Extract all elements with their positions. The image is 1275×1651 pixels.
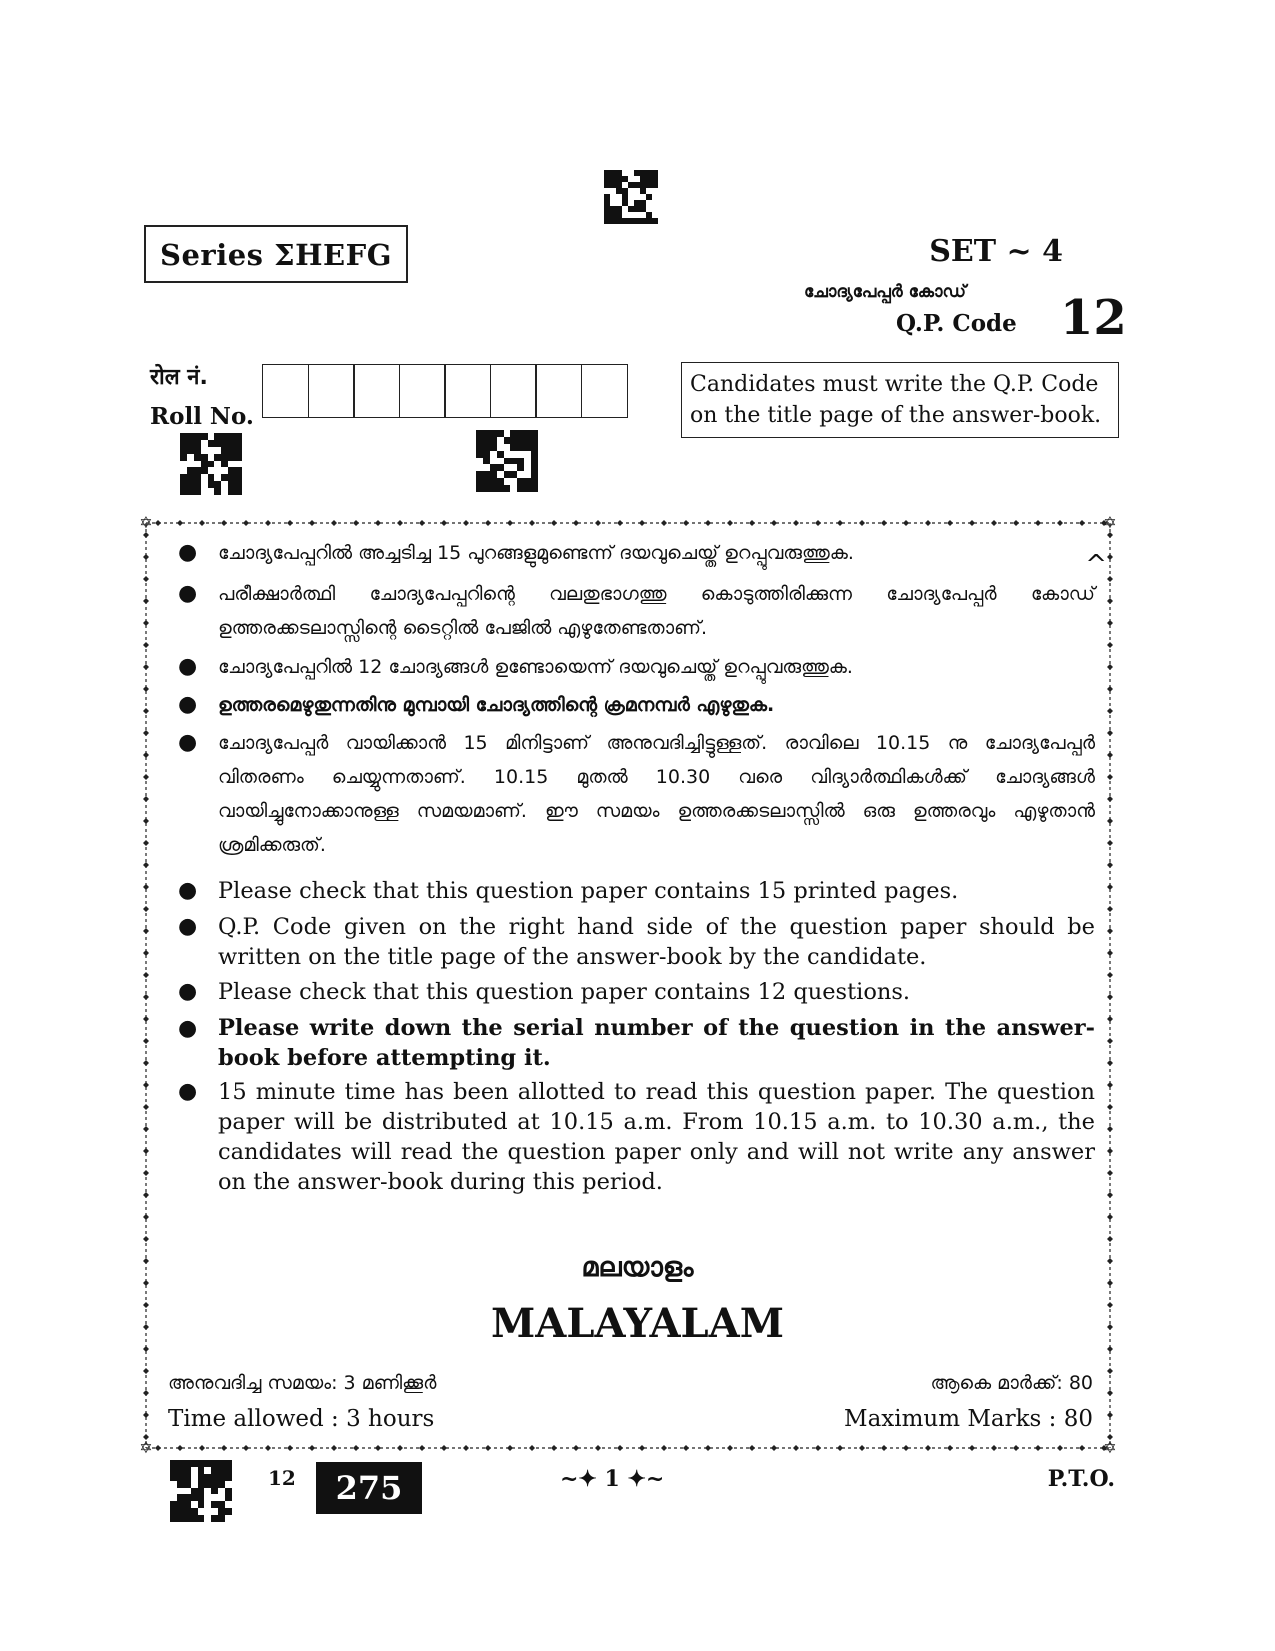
bullet-icon: ● bbox=[178, 1015, 198, 1041]
svg-text:✡: ✡ bbox=[1103, 1438, 1117, 1456]
roll-label: Roll No. bbox=[150, 403, 254, 430]
svg-text:✡: ✡ bbox=[139, 1438, 153, 1456]
roll-digit-box[interactable] bbox=[490, 364, 537, 418]
bullet-icon: ● bbox=[178, 730, 198, 755]
footer-code: 12 bbox=[268, 1466, 296, 1490]
set-label: SET ~ 4 bbox=[929, 234, 1063, 269]
qr-code-top bbox=[604, 170, 658, 224]
svg-text:✡: ✡ bbox=[1103, 515, 1117, 532]
series-label: Series ΣHEFG bbox=[144, 225, 408, 283]
subject-title: MALAYALAM bbox=[491, 1300, 784, 1347]
bullet-icon: ● bbox=[178, 654, 198, 679]
ornament-right-icon: ✦~ bbox=[619, 1466, 665, 1492]
ornament-left-icon: ~✦ bbox=[560, 1466, 605, 1492]
roll-label-hindi: रोल नं. bbox=[150, 365, 208, 390]
bullet-icon: ● bbox=[178, 979, 198, 1004]
instruction-en-3: ● Please check that this question paper contains 12 questions. bbox=[170, 977, 1095, 1007]
roll-digit-box[interactable] bbox=[308, 364, 355, 418]
time-allowed: Time allowed : 3 hours bbox=[168, 1406, 435, 1432]
pto-label: P.T.O. bbox=[1047, 1466, 1115, 1492]
instruction-en-5: ● 15 minute time has been allotted to read this question paper. The question paper will be distributed at 10.15 a.m. From 10.15 a.m. to 10.30 a.m., the candidates will read the question paper only and will not write any answer on the answer-book during this period. bbox=[170, 1077, 1095, 1197]
instruction-ml-4: ● ഉത്തരമെഴുതുന്നതിനു മുമ്പായി ചോദ്യത്തിന്റെ ക്രമനമ്പർ എഴുതുക. bbox=[170, 688, 1095, 722]
instruction-ml-5: ● ചോദ്യപേപ്പർ വായിക്കാൻ 15 മിനിട്ടാണ് അനുവദിച്ചിട്ടുള്ളത്. രാവിലെ 10.15 നു ചോദ്യപേപ്പർ വിതരണം ചെയ്യുന്നതാണ്. 10.15 മുതൽ 10.30 വരെ വിദ്യാർത്ഥികൾക്ക് ചോദ്യങ്ങൾ വായിച്ചുനോക്കാനുള്ള സമയമാണ്. ഈ സമയം ഉത്തരക്കടലാസ്സിൽ ഒരു ഉത്തരവും എഴുതാൻ ശ്രമിക്കരുത്. bbox=[170, 726, 1095, 862]
roll-digit-box[interactable] bbox=[581, 364, 628, 418]
roll-digit-box[interactable] bbox=[262, 364, 309, 418]
roll-digit-box[interactable] bbox=[535, 364, 582, 418]
roll-number-boxes[interactable] bbox=[262, 364, 626, 418]
bullet-icon: ● bbox=[178, 914, 198, 939]
roll-digit-box[interactable] bbox=[444, 364, 491, 418]
qp-code-value: 12 bbox=[1060, 290, 1127, 346]
qp-code-label: Q.P. Code bbox=[896, 310, 1017, 337]
bullet-icon: ● bbox=[178, 581, 198, 606]
page-number: ~✦ 1 ✦~ bbox=[560, 1466, 665, 1492]
barcode-icon bbox=[170, 1460, 232, 1522]
maximum-marks-malayalam: ആകെ മാർക്ക്: 80 bbox=[930, 1372, 1093, 1394]
bullet-icon: ● bbox=[178, 1079, 198, 1104]
instruction-en-2: ● Q.P. Code given on the right hand side of the question paper should be written on the title page of the answer-book by the candidate. bbox=[170, 912, 1095, 972]
qp-code-label-malayalam: ചോദ്യപേപ്പർ കോഡ് bbox=[804, 282, 966, 302]
bullet-icon: ● bbox=[178, 878, 198, 903]
svg-text:✡: ✡ bbox=[139, 515, 153, 532]
qr-code-left bbox=[180, 433, 242, 495]
footer-paper-number: 275 bbox=[316, 1462, 422, 1514]
instruction-ml-3: ● ചോദ്യപേപ്പറിൽ 12 ചോദ്യങ്ങൾ ഉണ്ടോയെന്ന് ദയവുചെയ്ത് ഉറപ്പുവരുത്തുക. bbox=[170, 650, 1095, 684]
instruction-en-1: ● Please check that this question paper contains 15 printed pages. bbox=[170, 876, 1095, 906]
maximum-marks: Maximum Marks : 80 bbox=[844, 1406, 1093, 1432]
time-allowed-malayalam: അനുവദിച്ച സമയം: 3 മണിക്കൂർ bbox=[168, 1372, 437, 1394]
candidate-note: Candidates must write the Q.P. Code on the title page of the answer-book. bbox=[681, 362, 1119, 438]
subject-title-malayalam: മലയാളം bbox=[581, 1252, 694, 1283]
roll-digit-box[interactable] bbox=[399, 364, 446, 418]
instruction-en-4: ● Please write down the serial number of the question in the answer-book before attempting it. bbox=[170, 1013, 1095, 1073]
instruction-ml-1: ● ചോദ്യപേപ്പറിൽ അച്ചടിച്ച 15 പുറങ്ങളുമുണ്ടെന്ന് ദയവുചെയ്ത് ഉറപ്പുവരുത്തുക. bbox=[170, 536, 1030, 570]
bullet-icon: ● bbox=[178, 692, 198, 717]
roll-digit-box[interactable] bbox=[353, 364, 400, 418]
qr-code-middle bbox=[476, 430, 538, 492]
bullet-icon: ● bbox=[178, 540, 198, 565]
caret-mark: ^ bbox=[1085, 550, 1107, 580]
instruction-ml-2: ● പരീക്ഷാർത്ഥി ചോദ്യപേപ്പറിന്റെ വലതുഭാഗത്തു കൊടുത്തിരിക്കുന്ന ചോദ്യപേപ്പർ കോഡ് ഉത്തരക്കടലാസ്സിന്റെ ടൈറ്റിൽ പേജിൽ എഴുതേണ്ടതാണ്. bbox=[170, 577, 1095, 645]
